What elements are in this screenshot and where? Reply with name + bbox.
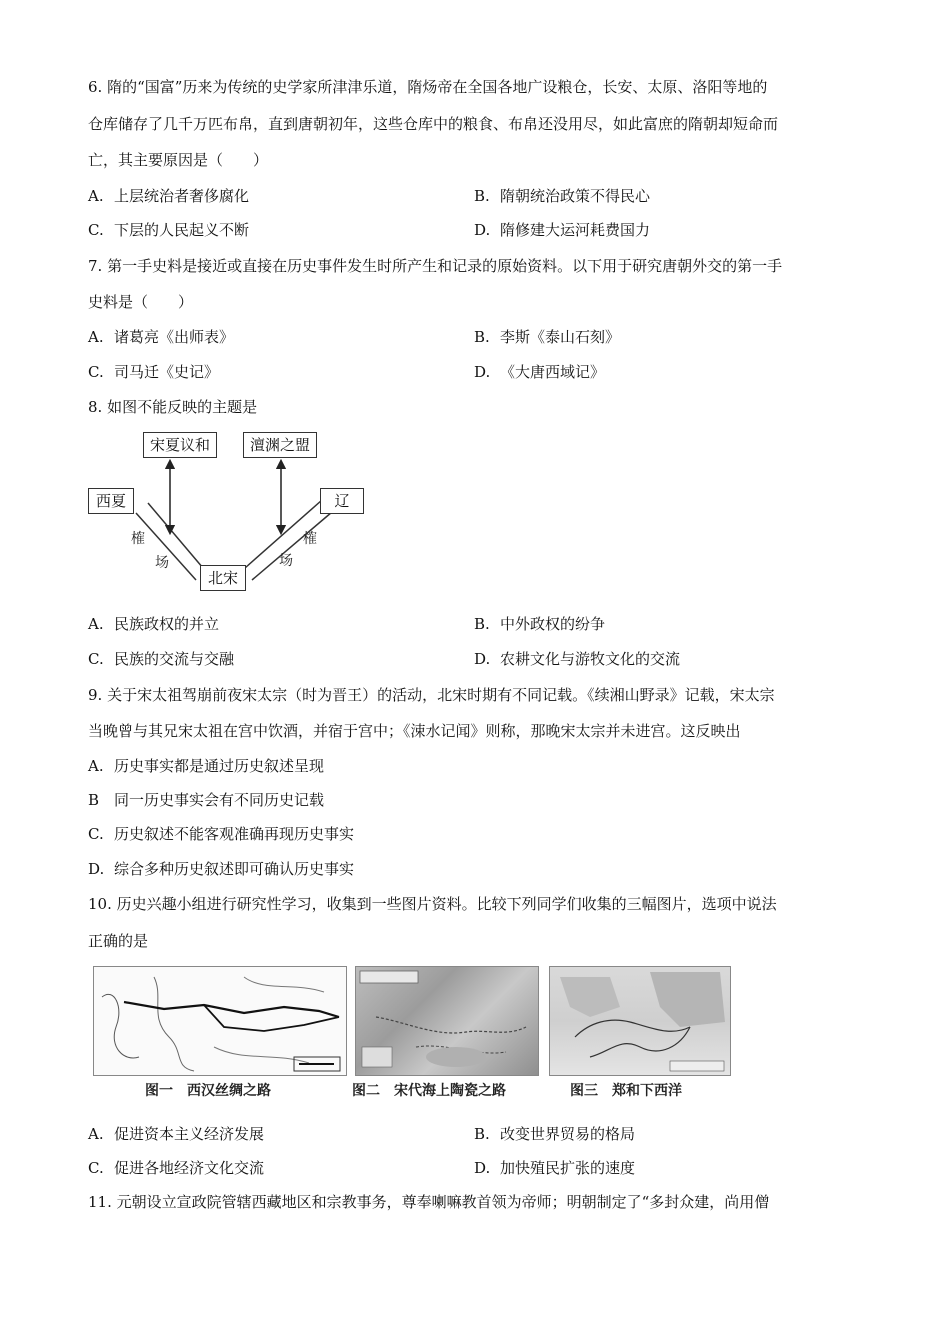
porcelain-route-graphic: [356, 967, 538, 1075]
option-text: 促进各地经济文化交流: [114, 1159, 265, 1177]
question-6-line-3: 亡，其主要原因是（ ）: [88, 151, 269, 169]
option-letter: B.: [474, 615, 490, 633]
question-10-line-1: 10. 历史兴趣小组进行研究性学习，收集到一些图片资料。比较下列同学们收集的三幅图片，选项中说法: [88, 895, 777, 913]
caption-map-2: 图二 宋代海上陶瓷之路: [352, 1083, 506, 1099]
box-song-xia-peace: 宋夏议和: [143, 432, 217, 458]
caption-map-1: 图一 西汉丝绸之路: [145, 1083, 271, 1099]
q10-option-c[interactable]: [88, 1157, 264, 1179]
option-text: 隋修建大运河耗费国力: [500, 221, 651, 239]
option-letter: A.: [88, 187, 104, 205]
q9-option-c[interactable]: [88, 823, 354, 845]
option-letter: C.: [88, 825, 104, 843]
box-western-xia: 西夏: [88, 488, 134, 514]
map-maritime-porcelain-road: [355, 966, 539, 1076]
question-8-line-1: 8. 如图不能反映的主题是: [88, 398, 258, 416]
q8-option-d[interactable]: [474, 648, 680, 670]
box-northern-song: 北宋: [200, 565, 246, 591]
question-9-line-2: 当晚曾与其兄宋太祖在宫中饮酒，并宿于宫中；《涑水记闻》则称，那晚宋太宗并未进宫。这反映出: [88, 722, 741, 740]
option-letter: D.: [474, 221, 491, 239]
option-text: 司马迁《史记》: [114, 363, 220, 381]
option-text: 农耕文化与游牧文化的交流: [500, 650, 681, 668]
q9-option-d[interactable]: [88, 858, 354, 880]
map-silk-road: [93, 966, 347, 1076]
option-text: 民族的交流与交融: [114, 650, 235, 668]
q9-option-b[interactable]: [88, 789, 324, 811]
q10-option-b[interactable]: [474, 1123, 635, 1145]
option-letter: C.: [88, 650, 104, 668]
option-text: 综合多种历史叙述即可确认历史事实: [114, 860, 355, 878]
option-text: 上层统治者奢侈腐化: [114, 187, 250, 205]
q8-option-a[interactable]: [88, 613, 219, 635]
option-letter: B: [88, 791, 100, 809]
question-9-line-1: 9. 关于宋太祖驾崩前夜宋太宗（时为晋王）的活动，北宋时期有不同记载。《续湘山野录》记载，宋太宗: [88, 686, 775, 704]
q10-option-a[interactable]: [88, 1123, 264, 1145]
option-letter: D.: [474, 1159, 491, 1177]
option-letter: D.: [474, 363, 491, 381]
question-6-line-1: 6. 隋的“国富”历来为传统的史学家所津津乐道，隋炀帝在全国各地广设粮仓，长安、太原、洛阳等地的: [88, 78, 768, 96]
label-chang-left: 场: [155, 555, 169, 571]
q10-option-d[interactable]: [474, 1157, 635, 1179]
option-text: 隋朝统治政策不得民心: [500, 187, 651, 205]
box-chanyuan-treaty: 澶渊之盟: [243, 432, 317, 458]
option-text: 同一历史事实会有不同历史记载: [114, 791, 325, 809]
zheng-he-route-graphic: [550, 967, 730, 1075]
label-que-right: 榷: [303, 531, 317, 547]
option-text: 下层的人民起义不断: [114, 221, 250, 239]
option-text: 历史事实都是通过历史叙述呈现: [114, 757, 325, 775]
option-text: 李斯《泰山石刻》: [500, 328, 621, 346]
option-text: 历史叙述不能客观准确再现历史事实: [114, 825, 355, 843]
q8-option-c[interactable]: [88, 648, 234, 670]
option-letter: A.: [88, 328, 104, 346]
option-letter: D.: [88, 860, 105, 878]
question-7-line-1: 7. 第一手史料是接近或直接在历史事件发生时所产生和记录的原始资料。以下用于研究唐朝外交的第一手: [88, 257, 783, 275]
question-11-line-1: 11. 元朝设立宣政院管辖西藏地区和宗教事务，尊奉喇嘛教首领为帝师；明朝制定了“多封众建，尚用僧: [88, 1193, 770, 1211]
box-liao: 辽: [320, 488, 364, 514]
option-letter: D.: [474, 650, 491, 668]
question-10-line-2: 正确的是: [88, 932, 149, 950]
option-text: 加快殖民扩张的速度: [500, 1159, 636, 1177]
option-text: 改变世界贸易的格局: [500, 1125, 636, 1143]
option-letter: B.: [474, 328, 490, 346]
option-letter: A.: [88, 615, 104, 633]
option-letter: A.: [88, 757, 104, 775]
option-text: 民族政权的并立: [114, 615, 220, 633]
q9-option-a[interactable]: [88, 755, 324, 777]
option-text: 诸葛亮《出师表》: [114, 328, 235, 346]
option-letter: B.: [474, 1125, 490, 1143]
option-letter: C.: [88, 221, 104, 239]
question-7-line-2: 史料是（ ）: [88, 293, 194, 311]
option-letter: B.: [474, 187, 490, 205]
label-chang-right: 场: [279, 553, 293, 569]
option-text: 《大唐西域记》: [500, 363, 606, 381]
silk-road-route-graphic: [94, 967, 346, 1075]
option-text: 促进资本主义经济发展: [114, 1125, 265, 1143]
option-letter: C.: [88, 1159, 104, 1177]
question-6-line-2: 仓库储存了几千万匹布帛，直到唐朝初年，这些仓库中的粮食、布帛还没用尽，如此富庶的隋朝却短命而: [88, 115, 779, 133]
option-letter: C.: [88, 363, 104, 381]
caption-map-3: 图三 郑和下西洋: [570, 1083, 682, 1099]
option-text: 中外政权的纷争: [500, 615, 606, 633]
map-zheng-he-voyages: [549, 966, 731, 1076]
diagram-arrows: [0, 0, 950, 600]
option-letter: A.: [88, 1125, 104, 1143]
q8-option-b[interactable]: [474, 613, 605, 635]
label-que-left: 榷: [131, 531, 145, 547]
